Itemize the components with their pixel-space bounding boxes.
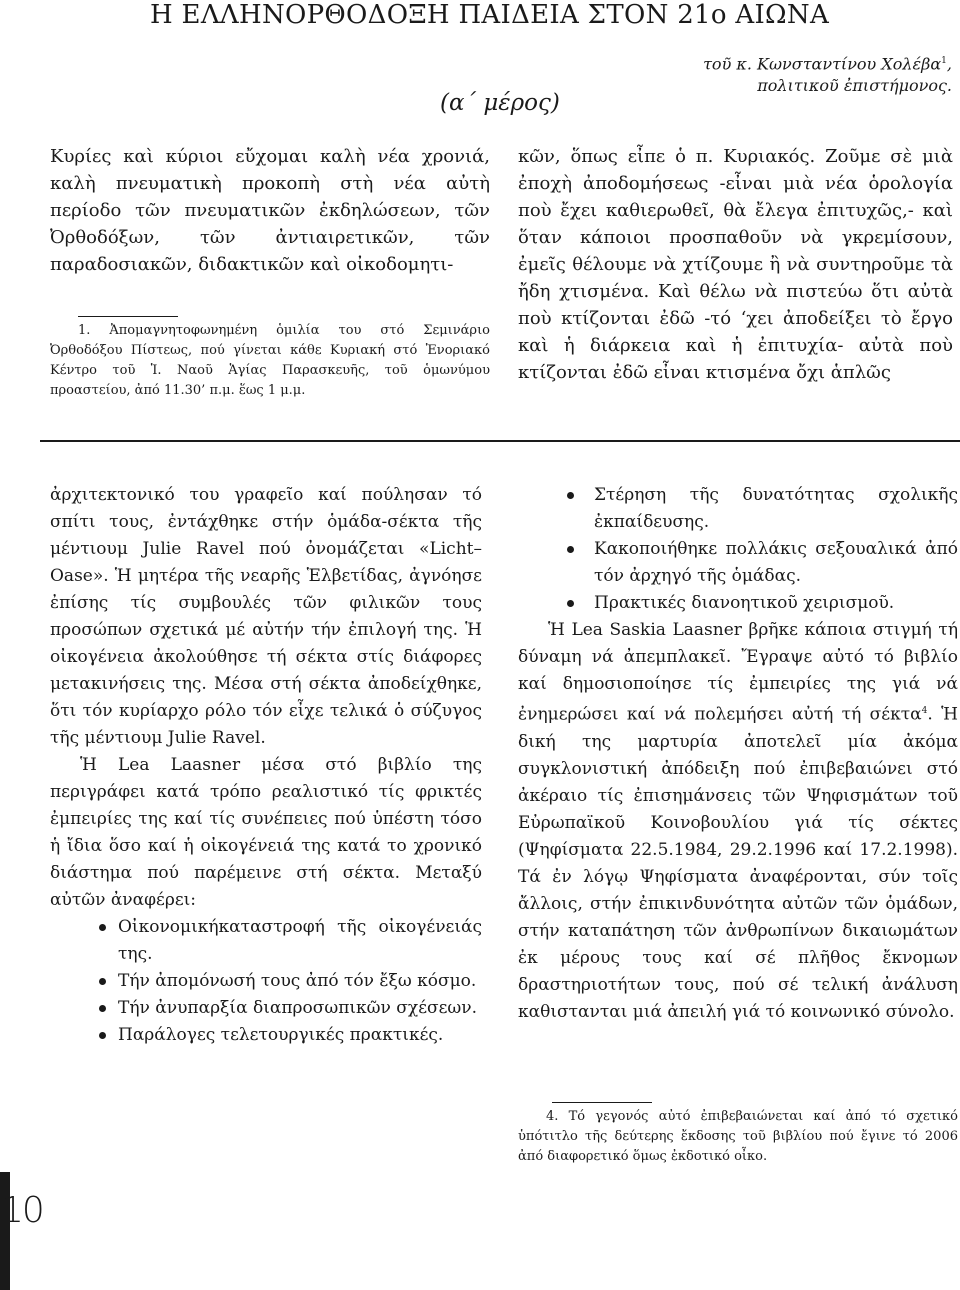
list-item: Πρακτικές διανοητικοῦ χειρισμοῦ. (568, 590, 958, 617)
paragraph: Ἡ Lea Laasner μέσα στό βιβλίο της περιγράφει κατά τρόπο ρεαλιστικό τίς φρικτές ἐμπειρίες της καί τίς συνέπειες πού ὑπέστη τόσο ἡ ἴδια ὅσο καί ἡ οἰκογένειά της κατά το χρονικό διάστημα πού παρέμεινε στή σέκτα. Μεταξύ αὐτῶν ἀναφέρει: (50, 755, 482, 910)
consequences-list (50, 914, 482, 1049)
list-item: Παράλογες τελετουργικές πρακτικές. (100, 1022, 482, 1049)
page-title: Η ΕΛΛΗΝΟΡΘΟΔΟΞΗ ΠΑΙΔΕΙΑ ΣΤΟΝ 21ο ΑΙΩΝΑ (150, 0, 830, 30)
paragraph-text: . Ἡ δική της μαρτυρία ἀποτελεῖ μία ἀκόμα συγκλονιστική ἀπόδειξη πού ἐπιβεβαιώνει στό ἀκέραιο τίς ἐπισημάνσεις τῶν Ψηφισμάτων τοῦ Εὐρωπαϊκοῦ Κοινοβουλίου γιά τίς σέκτες (Ψηφίσματα 22.5.1984, 29.2.1996 καί 17.2.1998). Τά ἐν λόγῳ Ψηφίσματα ἀναφέρονται, σύν τοῖς ἄλλοις, στήν ἐπικινδυνότητα αὐτῶν τῶν ὁμάδων, στήν καταπάτηση τῶν ἀνθρωπίνων δικαιωμάτων ἐκ μέρους τους καί σέ πλῆθος ἔκνομων δραστηριοτήτων τους, πού σέ τελική ἀνάλυση καθιστανται μιά ἀπειλή γιά τό κοινωνικό σύνολο. (518, 704, 958, 1022)
consequences-list-continued (518, 482, 958, 617)
list-item: Οἰκονομικήκαταστροφή τῆς οἰκογένειάς της. (100, 914, 482, 968)
paragraph: ἀρχιτεκτονικό του γραφεῖο καί πούλησαν τό σπίτι τους, ἐντάχθηκε στήν ὁμάδα-σέκτα τῆς μέντιουμ Julie Ravel πού ὀνομάζεται «Licht–Oase». Ἡ μητέρα τῆς νεαρῆς Ἑλβετίδας, ἀγνόησε ἐπίσης τίς συμβουλές τῶν φιλικῶν τους προσώπων σχετικά μέ αὐτήν τήν ἐπιλογή της. Ἡ οἰκογένεια ἀκολούθησε τή σέκτα στίς διάφορες μετακινήσεις της. Μέσα στή σέκτα ἀποδείχθηκε, ὅτι τόν κυρίαρχο ρόλο τόν εἶχε τελικά ὁ σύζυγος τῆς μέντιουμ Julie Ravel. (50, 485, 482, 748)
article-column-right (518, 482, 958, 1026)
list-item: Τήν ἀνυπαρξία διαπροσωπικῶν σχέσεων. (100, 995, 482, 1022)
footnote-1: 1. Ἀπομαγνητοφωνημένη ὁμιλία του στό Σεμινάριο Ὀρθοδόξου Πίστεως, πού γίνεται κάθε Κυριακή στό Ἐνοριακό Κέντρο τοῦ Ἱ. Ναοῦ Ἁγίας Παρασκευῆς, τοῦ ὁμωνύμου προαστείου, ἀπό 11.30’ π.μ. ἕως 1 μ.μ. (50, 323, 490, 398)
footnote-divider (552, 1102, 652, 1103)
footnote-4: 4. Τό γεγονός αὐτό ἐπιβεβαιώνεται καί ἀπό τό σχετικό ὑπότιτλο τῆς δεύτερης ἔκδοσης τοῦ βιβλίου πού ἔγινε τό 2006 ἀπό διαφορετικό ὅμως ἐκδοτικό οἶκο. (518, 1109, 958, 1164)
article-column-left (50, 482, 482, 1049)
footnote-divider (78, 316, 178, 317)
footnote-ref-4: 4 (921, 706, 928, 716)
paragraph-text: Ἡ Lea Saskia Laasner βρῆκε κάποια στιγμή τή δύναμη νά ἀπεμπλακεῖ. Ἔγραψε αὐτό τό βιβλίο καί δημοσιοποίησε τίς ἐμπειρίες της γιά νά ἐνημερώσει καί νά πολεμήσει αὐτή τή σέκτα (518, 620, 958, 725)
list-item: Στέρηση τῆς δυνατότητας σχολικῆς ἐκπαίδευσης. (568, 482, 958, 536)
footnote-ref-1: 1 (941, 56, 947, 66)
author-byline: τοῦ κ. Κωνσταντίνου Χολέβα$^1$, πολιτικοῦ ἐπιστήμονος. (560, 50, 952, 97)
author-role: πολιτικοῦ ἐπιστήμονος. (757, 76, 952, 96)
section-divider (40, 440, 960, 442)
page-number: 10 (1, 1190, 43, 1231)
list-item: Κακοποιήθηκε πολλάκις σεξουαλικά ἀπό τόν ἀρχηγό τῆς ὁμάδας. (568, 536, 958, 590)
speech-intro-right: κῶν, ὅπως εἶπε ὁ π. Κυριακός. Ζοῦμε σὲ μιὰ ἐποχὴ ἀποδομήσεως -εἶναι μιὰ νέα ὁρολογία ποὺ ἔχει καθιερωθεῖ, θὰ ἔλεγα ἐπιτυχῶς,- καὶ ὅταν κάποιοι προσπαθοῦν νὰ γκρεμίσουν, ἐμεῖς θέλουμε νὰ χτίζουμε ἢ νὰ συντηροῦμε τὰ ἤδη χτισμένα. Καὶ θέλω νὰ πιστεύω ὅτι αὐτὰ ποὺ κτίζονται ἐδῶ -τό ‘χει ἀποδείξει τὸ ἔργο καὶ ἡ διάρκεια καὶ ἡ ἐπιτυχία- αὐτὰ ποὺ κτίζονται ἐδῶ εἶναι κτισμένα ὄχι ἁπλῶς (518, 146, 953, 383)
speech-intro-left: Κυρίες καὶ κύριοι εὔχομαι καλὴ νέα χρονιά, καλὴ πνευματικὴ προκοπὴ στὴ νέα αὐτὴ περίοδο τῶν πνευματικῶν ἐκδηλώσεων, τῶν Ὀρθοδόξων, τῶν ἀντιαιρετικῶν, τῶν παραδοσιακῶν, διδακτικῶν καὶ οἰκοδομητι- (50, 146, 490, 275)
author-name: τοῦ κ. Κωνσταντίνου Χολέβα (703, 54, 942, 74)
paragraph (518, 617, 958, 1026)
part-label: (α΄ μέρος) (440, 90, 560, 116)
list-item: Τήν ἀπομόνωσή τους ἀπό τόν ἔξω κόσμο. (100, 968, 482, 995)
